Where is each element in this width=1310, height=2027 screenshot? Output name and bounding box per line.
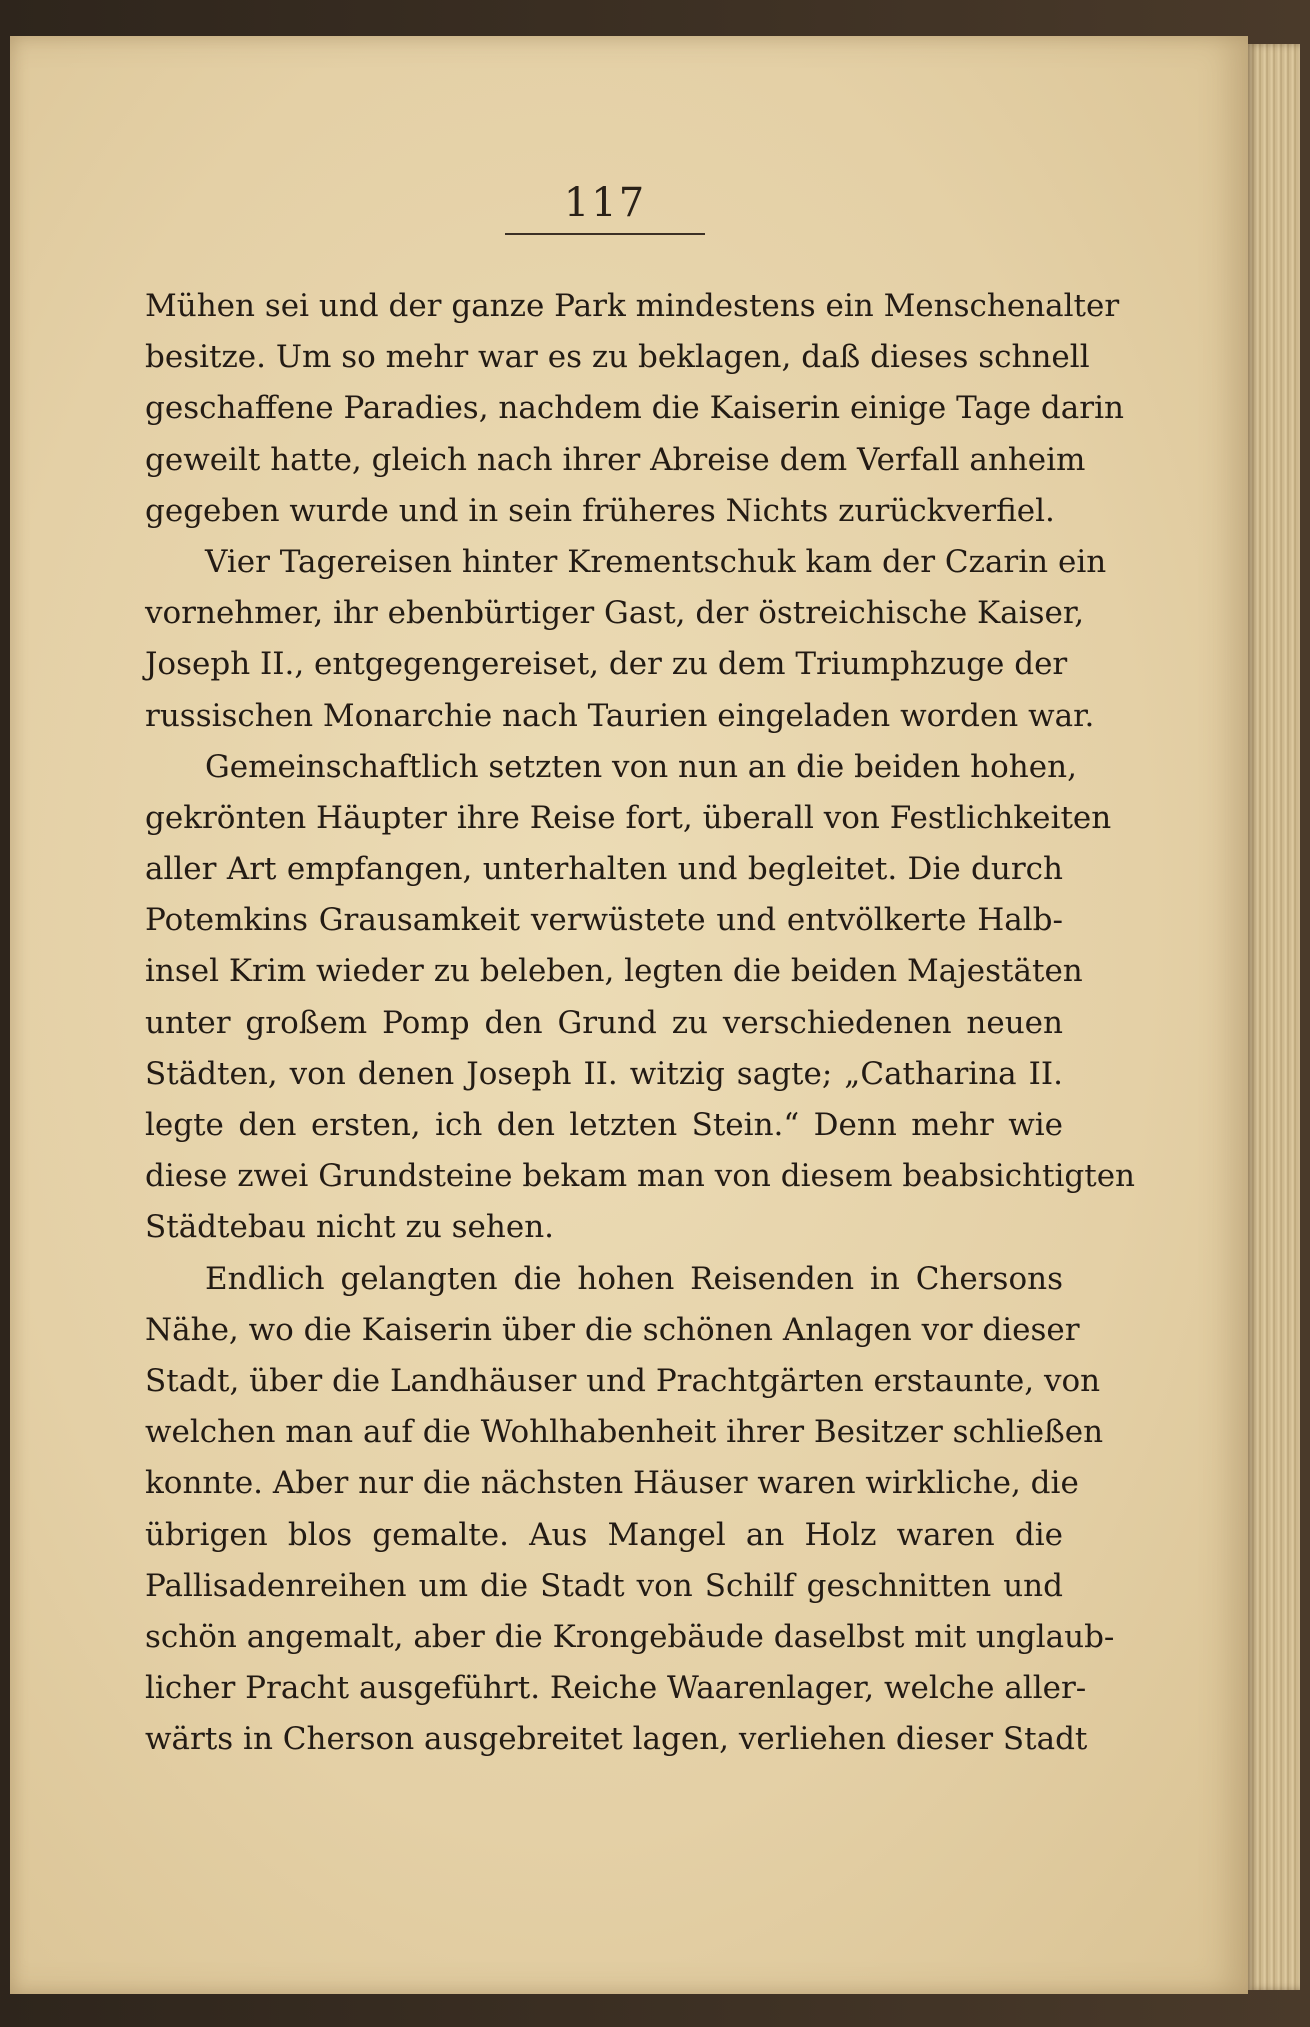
text-line: geschaffene Paradies, nachdem die Kaiserin einige Tage darin [145,390,1124,427]
text-line: Gemeinschaftlich setzten von nun an die beiden hohen, [205,748,1077,785]
text-line: konnte. Aber nur die nächsten Häuser waren wirkliche, die [145,1465,1079,1502]
page-edges [1248,44,1300,1990]
header-rule [505,233,705,235]
text-line: aller Art empfangen, unterhalten und begleitet. Die durch [145,851,1063,888]
text-line: Pallisadenreihen um die Stadt von Schilf geschnitten und [145,1567,1063,1604]
text-line: gegeben wurde und in sein früheres Nichts zurückverfiel. [145,492,1055,529]
text-line: übrigen blos gemalte. Aus Mangel an Holz waren die [145,1516,1063,1553]
text-line: wärts in Cherson ausgebreitet lagen, verliehen dieser Stadt [145,1721,1088,1758]
text-line: diese zwei Grundsteine bekam man von diesem beabsichtigten [145,1158,1136,1195]
text-line: legte den ersten, ich den letzten Stein.“ Denn mehr wie [145,1107,1063,1143]
text-line: licher Pracht ausgeführt. Reiche Waarenlager, welche aller- [145,1670,1087,1707]
text-line: russischen Monarchie nach Taurien eingeladen worden war. [145,697,1095,734]
body-text [145,281,1136,1765]
text-line: vornehmer, ihr ebenbürtiger Gast, der östreichische Kaiser, [145,595,1085,632]
text-line: besitze. Um so mehr war es zu beklagen, daß dieses schnell [145,339,1090,376]
text-line: Mühen sei und der ganze Park mindestens ein Menschenalter [145,288,1120,324]
text-line: Nähe, wo die Kaiserin über die schönen Anlagen vor dieser [145,1311,1080,1348]
text-line: Endlich gelangten die hohen Reisenden in Chersons [205,1260,1063,1297]
text-line: Stadt, über die Landhäuser und Prachtgärten erstaunte, von [145,1362,1101,1399]
text-line: Joseph II., entgegengereiset, der zu dem Triumphzuge der [145,646,1068,683]
text-line: welchen man auf die Wohlhabenheit ihrer Besitzer schließen [145,1414,1104,1451]
text-line: Städten, von denen Joseph II. witzig sagte; „Catharina II. [145,1055,1063,1092]
text-line: Vier Tagereisen hinter Krementschuk kam der Czarin ein [205,543,1107,580]
text-line: geweilt hatte, gleich nach ihrer Abreise dem Verfall anheim [145,441,1086,478]
text-line: unter großem Pomp den Grund zu verschiedenen neuen [145,1004,1063,1041]
text-line: Potemkins Grausamkeit verwüstete und entvölkerte Halb- [145,902,1063,939]
text-line: schön angemalt, aber die Krongebäude daselbst mit unglaub- [145,1618,1115,1655]
page-number: 117 [563,180,647,226]
text-line: Städtebau nicht zu sehen. [145,1209,555,1246]
text-line: gekrönten Häupter ihre Reise fort, überall von Festlichkeiten [145,799,1112,836]
text-line: insel Krim wieder zu beleben, legten die beiden Majestäten [145,953,1083,990]
